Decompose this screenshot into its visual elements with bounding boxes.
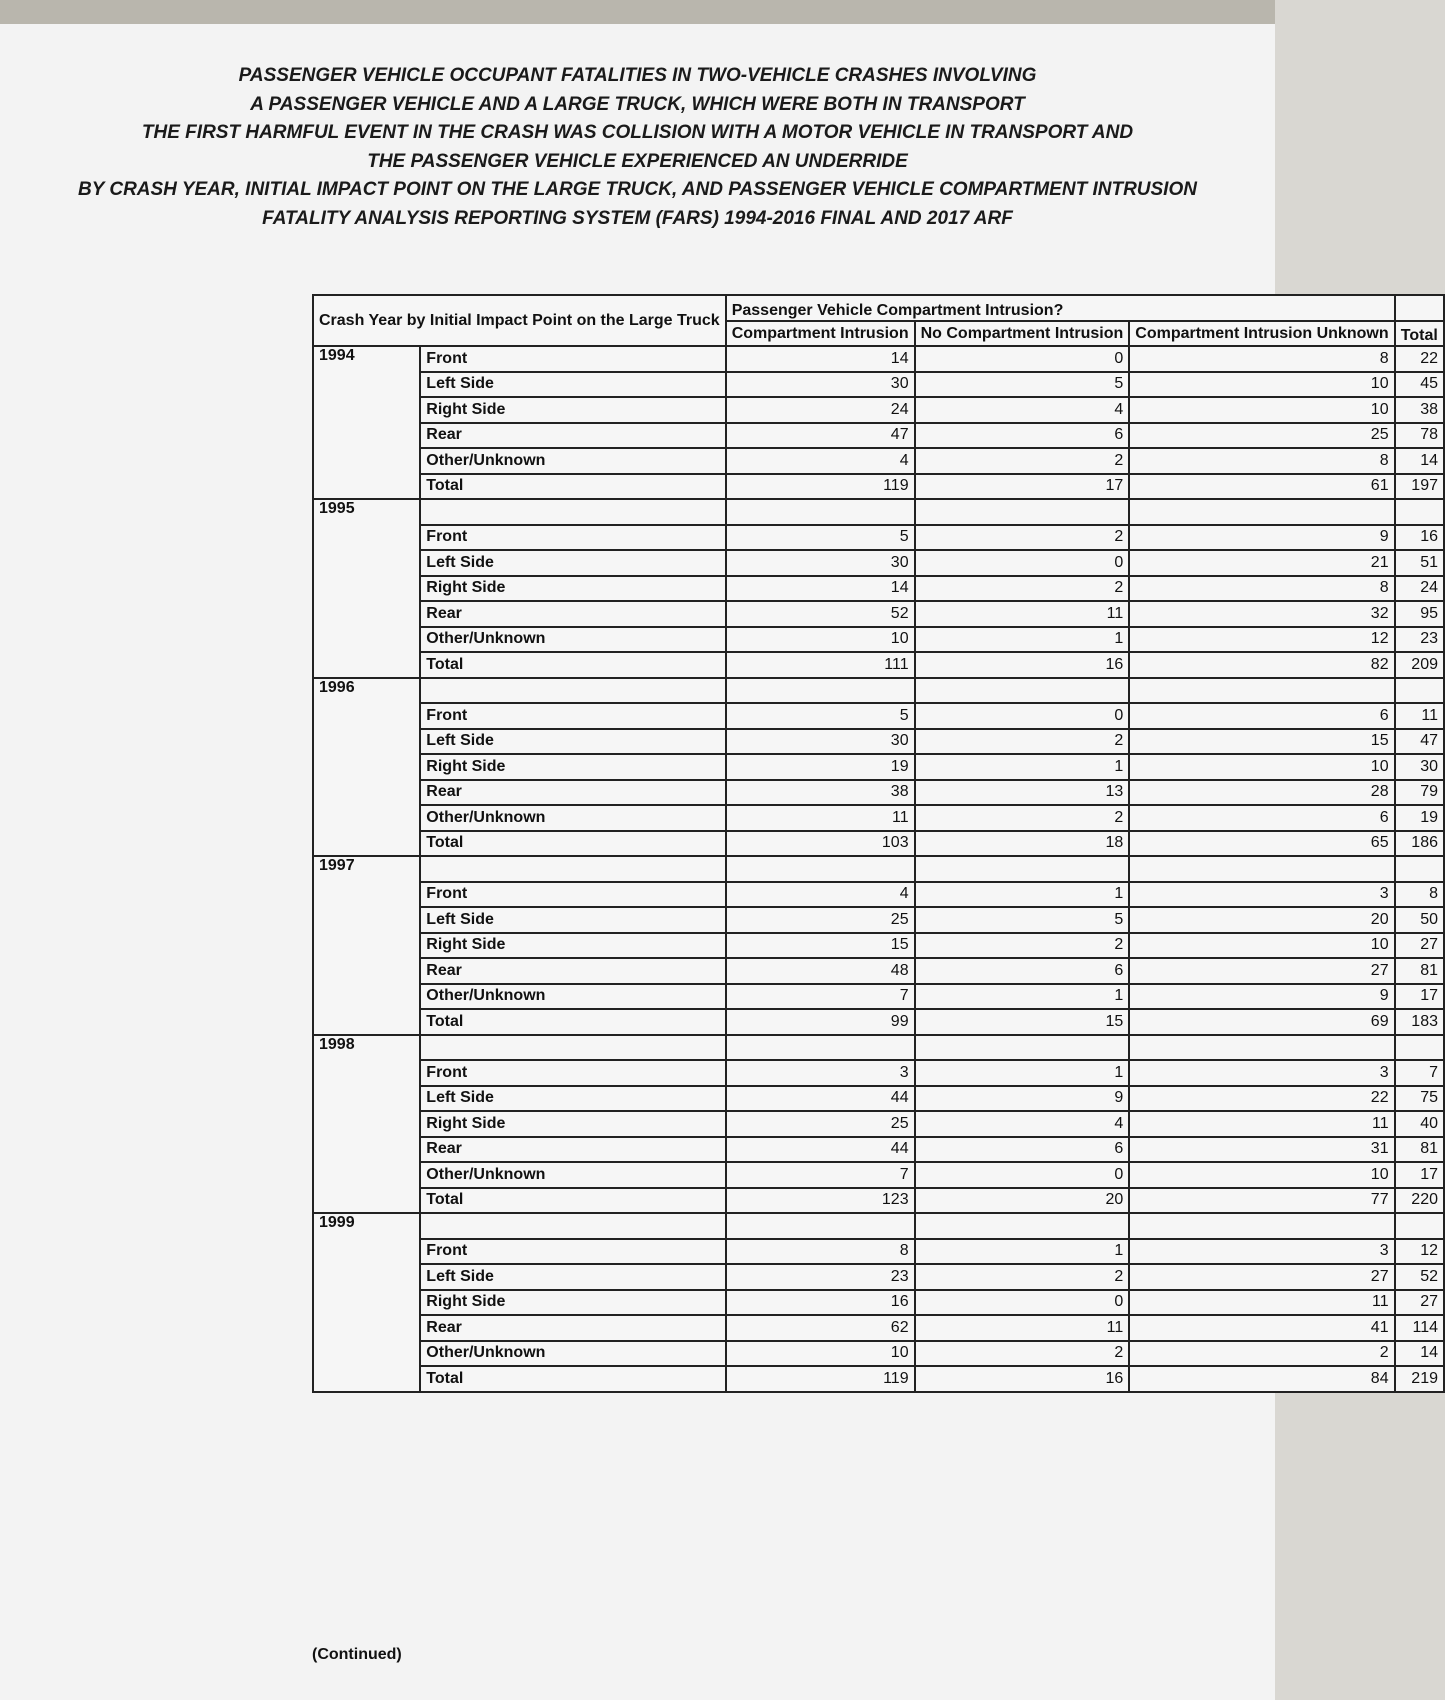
impact-point-label: Left Side: [420, 1264, 725, 1290]
blank-cell: [1395, 499, 1444, 525]
table-row: [313, 1239, 1444, 1265]
value-cell: 84: [1129, 1366, 1394, 1392]
value-cell: 25: [1129, 423, 1394, 449]
value-cell: 4: [915, 1111, 1130, 1137]
value-cell: 3: [1129, 882, 1394, 908]
value-cell: 10: [1129, 397, 1394, 423]
value-cell: 30: [726, 729, 915, 755]
total-header-spacer: [1395, 295, 1444, 321]
value-cell: 5: [915, 372, 1130, 398]
impact-point-label: Right Side: [420, 397, 725, 423]
blank-cell: [420, 678, 725, 704]
blank-cell: [420, 1035, 725, 1061]
blank-cell: [726, 1213, 915, 1239]
value-cell: 24: [726, 397, 915, 423]
table-row: [313, 1137, 1444, 1163]
table-row: [313, 1162, 1444, 1188]
impact-point-label: Other/Unknown: [420, 805, 725, 831]
crash-year: 1996: [313, 678, 420, 857]
value-cell: 6: [1129, 805, 1394, 831]
value-cell: 19: [1395, 805, 1444, 831]
value-cell: 20: [915, 1188, 1130, 1214]
table-row: [313, 423, 1444, 449]
table-row: [313, 1366, 1444, 1392]
fatalities-table-wrapper: [312, 294, 1445, 1393]
value-cell: 14: [1395, 1341, 1444, 1367]
value-cell: 25: [726, 907, 915, 933]
impact-point-label: Rear: [420, 423, 725, 449]
value-cell: 31: [1129, 1137, 1394, 1163]
table-row: [313, 346, 1444, 372]
table-row: [313, 933, 1444, 959]
blank-cell: [1129, 499, 1394, 525]
value-cell: 9: [1129, 525, 1394, 551]
value-cell: 10: [726, 627, 915, 653]
value-cell: 114: [1395, 1315, 1444, 1341]
value-cell: 14: [1395, 448, 1444, 474]
value-cell: 32: [1129, 601, 1394, 627]
title-line: THE PASSENGER VEHICLE EXPERIENCED AN UNDERRIDE: [367, 150, 908, 172]
title-line: THE FIRST HARMFUL EVENT IN THE CRASH WAS COLLISION WITH A MOTOR VEHICLE IN TRANSPORT AND: [141, 122, 1134, 143]
table-row: [313, 1290, 1444, 1316]
blank-cell: [726, 856, 915, 882]
impact-point-label: Other/Unknown: [420, 1162, 725, 1188]
impact-point-label: Rear: [420, 601, 725, 627]
value-cell: 15: [1129, 729, 1394, 755]
value-cell: 0: [915, 550, 1130, 576]
blank-cell: [1395, 1213, 1444, 1239]
blank-cell: [420, 499, 725, 525]
value-cell: 2: [915, 1341, 1130, 1367]
title-line: BY CRASH YEAR, INITIAL IMPACT POINT ON THE LARGE TRUCK, AND PASSENGER VEHICLE COMPARTMENT INTRUSION: [78, 179, 1197, 200]
impact-point-label: Other/Unknown: [420, 984, 725, 1010]
impact-point-label: Total: [420, 1366, 725, 1392]
table-row: [313, 729, 1444, 755]
value-cell: 1: [915, 882, 1130, 908]
value-cell: 16: [1395, 525, 1444, 551]
value-cell: 8: [726, 1239, 915, 1265]
blank-cell: [915, 1213, 1130, 1239]
value-cell: 8: [1395, 882, 1444, 908]
value-cell: 52: [726, 601, 915, 627]
value-cell: 5: [726, 525, 915, 551]
value-cell: 12: [1129, 627, 1394, 653]
value-cell: 4: [915, 397, 1130, 423]
table-row: [313, 627, 1444, 653]
table-row: [313, 1111, 1444, 1137]
table-row: [313, 397, 1444, 423]
value-cell: 40: [1395, 1111, 1444, 1137]
table-row: [313, 1264, 1444, 1290]
value-cell: 10: [1129, 372, 1394, 398]
value-cell: 48: [726, 958, 915, 984]
title-line: PASSENGER VEHICLE OCCUPANT FATALITIES IN TWO-VEHICLE CRASHES INVOLVING: [238, 65, 1037, 86]
value-cell: 41: [1129, 1315, 1394, 1341]
table-row: [313, 1086, 1444, 1112]
impact-point-label: Right Side: [420, 576, 725, 602]
impact-point-label: Total: [420, 831, 725, 857]
value-cell: 10: [1129, 754, 1394, 780]
value-cell: 119: [726, 474, 915, 500]
impact-point-label: Left Side: [420, 550, 725, 576]
table-row: [313, 882, 1444, 908]
value-cell: 186: [1395, 831, 1444, 857]
value-cell: 2: [915, 805, 1130, 831]
value-cell: 25: [726, 1111, 915, 1137]
column-header: Compartment Intrusion: [726, 321, 915, 347]
value-cell: 2: [915, 576, 1130, 602]
impact-point-label: Front: [420, 525, 725, 551]
value-cell: 52: [1395, 1264, 1444, 1290]
crash-year: 1999: [313, 1213, 420, 1392]
impact-point-label: Front: [420, 882, 725, 908]
continued-note: (Continued): [312, 1646, 402, 1663]
value-cell: 23: [1395, 627, 1444, 653]
value-cell: 17: [1395, 984, 1444, 1010]
value-cell: 14: [726, 346, 915, 372]
value-cell: 2: [1129, 1341, 1394, 1367]
table-row: [313, 754, 1444, 780]
value-cell: 27: [1129, 958, 1394, 984]
value-cell: 3: [726, 1060, 915, 1086]
value-cell: 0: [915, 346, 1130, 372]
table-row: [313, 576, 1444, 602]
value-cell: 44: [726, 1137, 915, 1163]
impact-point-label: Left Side: [420, 907, 725, 933]
value-cell: 183: [1395, 1009, 1444, 1035]
title-line: FATALITY ANALYSIS REPORTING SYSTEM (FARS) 1994-2016 FINAL AND 2017 ARF: [262, 207, 1013, 229]
value-cell: 103: [726, 831, 915, 857]
value-cell: 8: [1129, 576, 1394, 602]
table-row: [313, 805, 1444, 831]
blank-cell: [1129, 856, 1394, 882]
impact-point-label: Front: [420, 1239, 725, 1265]
value-cell: 0: [915, 703, 1130, 729]
fatalities-table: [312, 294, 1445, 1393]
value-cell: 38: [1395, 397, 1444, 423]
table-row: [313, 831, 1444, 857]
table-row: [313, 1188, 1444, 1214]
value-cell: 65: [1129, 831, 1394, 857]
value-cell: 23: [726, 1264, 915, 1290]
value-cell: 9: [915, 1086, 1130, 1112]
impact-point-label: Total: [420, 1188, 725, 1214]
value-cell: 15: [915, 1009, 1130, 1035]
value-cell: 220: [1395, 1188, 1444, 1214]
value-cell: 24: [1395, 576, 1444, 602]
impact-point-label: Rear: [420, 1137, 725, 1163]
value-cell: 17: [915, 474, 1130, 500]
value-cell: 209: [1395, 652, 1444, 678]
value-cell: 81: [1395, 1137, 1444, 1163]
blank-cell: [726, 678, 915, 704]
impact-point-label: Left Side: [420, 729, 725, 755]
value-cell: 7: [726, 1162, 915, 1188]
value-cell: 47: [1395, 729, 1444, 755]
value-cell: 62: [726, 1315, 915, 1341]
impact-point-label: Front: [420, 703, 725, 729]
year-header-row: [313, 678, 1444, 704]
blank-cell: [1395, 678, 1444, 704]
value-cell: 5: [915, 907, 1130, 933]
title-line: A PASSENGER VEHICLE AND A LARGE TRUCK, WHICH WERE BOTH IN TRANSPORT: [250, 93, 1025, 115]
value-cell: 30: [726, 550, 915, 576]
value-cell: 82: [1129, 652, 1394, 678]
value-cell: 95: [1395, 601, 1444, 627]
value-cell: 69: [1129, 1009, 1394, 1035]
value-cell: 61: [1129, 474, 1394, 500]
impact-point-label: Total: [420, 1009, 725, 1035]
table-row: [313, 1009, 1444, 1035]
value-cell: 8: [1129, 448, 1394, 474]
year-header-row: [313, 856, 1444, 882]
value-cell: 5: [726, 703, 915, 729]
value-cell: 17: [1395, 1162, 1444, 1188]
table-row: [313, 984, 1444, 1010]
crash-year: 1995: [313, 499, 420, 678]
value-cell: 28: [1129, 780, 1394, 806]
report-title: [20, 62, 1255, 233]
blank-cell: [726, 1035, 915, 1061]
impact-point-label: Other/Unknown: [420, 627, 725, 653]
blank-cell: [420, 856, 725, 882]
crash-year: 1997: [313, 856, 420, 1035]
impact-point-label: Other/Unknown: [420, 448, 725, 474]
value-cell: 22: [1129, 1086, 1394, 1112]
value-cell: 18: [915, 831, 1130, 857]
value-cell: 3: [1129, 1239, 1394, 1265]
impact-point-label: Rear: [420, 958, 725, 984]
table-row: [313, 958, 1444, 984]
table-row: [313, 907, 1444, 933]
value-cell: 11: [915, 1315, 1130, 1341]
value-cell: 1: [915, 627, 1130, 653]
value-cell: 2: [915, 1264, 1130, 1290]
value-cell: 78: [1395, 423, 1444, 449]
table-row: [313, 1341, 1444, 1367]
impact-point-label: Other/Unknown: [420, 1341, 725, 1367]
table-row: [313, 448, 1444, 474]
value-cell: 9: [1129, 984, 1394, 1010]
value-cell: 21: [1129, 550, 1394, 576]
table-row: [313, 652, 1444, 678]
column-header: Total: [1395, 321, 1444, 347]
value-cell: 0: [915, 1290, 1130, 1316]
blank-cell: [1395, 856, 1444, 882]
column-header: No Compartment Intrusion: [915, 321, 1130, 347]
value-cell: 50: [1395, 907, 1444, 933]
value-cell: 6: [1129, 703, 1394, 729]
value-cell: 45: [1395, 372, 1444, 398]
table-row: [313, 1315, 1444, 1341]
crash-year: 1998: [313, 1035, 420, 1214]
value-cell: 11: [726, 805, 915, 831]
value-cell: 75: [1395, 1086, 1444, 1112]
value-cell: 197: [1395, 474, 1444, 500]
value-cell: 44: [726, 1086, 915, 1112]
table-row: [313, 780, 1444, 806]
group-header: Passenger Vehicle Compartment Intrusion?: [726, 295, 1395, 321]
table-row: [313, 550, 1444, 576]
value-cell: 38: [726, 780, 915, 806]
value-cell: 2: [915, 933, 1130, 959]
value-cell: 4: [726, 882, 915, 908]
column-header: Compartment Intrusion Unknown: [1129, 321, 1394, 347]
impact-point-label: Right Side: [420, 1111, 725, 1137]
value-cell: 10: [726, 1341, 915, 1367]
value-cell: 13: [915, 780, 1130, 806]
year-header-row: [313, 1035, 1444, 1061]
value-cell: 81: [1395, 958, 1444, 984]
blank-cell: [915, 678, 1130, 704]
value-cell: 30: [726, 372, 915, 398]
value-cell: 6: [915, 958, 1130, 984]
value-cell: 11: [1129, 1290, 1394, 1316]
table-row: [313, 474, 1444, 500]
value-cell: 8: [1129, 346, 1394, 372]
value-cell: 6: [915, 1137, 1130, 1163]
value-cell: 11: [915, 601, 1130, 627]
value-cell: 27: [1129, 1264, 1394, 1290]
value-cell: 20: [1129, 907, 1394, 933]
value-cell: 11: [1129, 1111, 1394, 1137]
impact-point-label: Front: [420, 346, 725, 372]
value-cell: 77: [1129, 1188, 1394, 1214]
value-cell: 123: [726, 1188, 915, 1214]
blank-cell: [726, 499, 915, 525]
blank-cell: [915, 499, 1130, 525]
impact-point-label: Right Side: [420, 933, 725, 959]
value-cell: 2: [915, 525, 1130, 551]
value-cell: 51: [1395, 550, 1444, 576]
value-cell: 111: [726, 652, 915, 678]
value-cell: 10: [1129, 933, 1394, 959]
value-cell: 4: [726, 448, 915, 474]
value-cell: 2: [915, 729, 1130, 755]
value-cell: 27: [1395, 1290, 1444, 1316]
impact-point-label: Left Side: [420, 1086, 725, 1112]
table-row: [313, 372, 1444, 398]
impact-point-label: Right Side: [420, 1290, 725, 1316]
blank-cell: [420, 1213, 725, 1239]
year-header-row: [313, 499, 1444, 525]
table-row: [313, 703, 1444, 729]
value-cell: 16: [915, 1366, 1130, 1392]
value-cell: 6: [915, 423, 1130, 449]
value-cell: 47: [726, 423, 915, 449]
table-row: [313, 1060, 1444, 1086]
value-cell: 16: [915, 652, 1130, 678]
table-row: [313, 525, 1444, 551]
impact-point-label: Right Side: [420, 754, 725, 780]
value-cell: 79: [1395, 780, 1444, 806]
value-cell: 1: [915, 754, 1130, 780]
value-cell: 1: [915, 1239, 1130, 1265]
blank-cell: [1395, 1035, 1444, 1061]
value-cell: 3: [1129, 1060, 1394, 1086]
value-cell: 19: [726, 754, 915, 780]
value-cell: 16: [726, 1290, 915, 1316]
impact-point-label: Total: [420, 652, 725, 678]
blank-cell: [915, 856, 1130, 882]
value-cell: 10: [1129, 1162, 1394, 1188]
value-cell: 22: [1395, 346, 1444, 372]
value-cell: 7: [726, 984, 915, 1010]
value-cell: 2: [915, 448, 1130, 474]
value-cell: 1: [915, 1060, 1130, 1086]
impact-point-label: Left Side: [420, 372, 725, 398]
year-header-row: [313, 1213, 1444, 1239]
value-cell: 15: [726, 933, 915, 959]
impact-point-label: Total: [420, 474, 725, 500]
blank-cell: [1129, 1213, 1394, 1239]
table-row: [313, 601, 1444, 627]
crash-year: 1994: [313, 346, 420, 499]
value-cell: 119: [726, 1366, 915, 1392]
value-cell: 219: [1395, 1366, 1444, 1392]
value-cell: 7: [1395, 1060, 1444, 1086]
blank-cell: [915, 1035, 1130, 1061]
value-cell: 30: [1395, 754, 1444, 780]
blank-cell: [1129, 678, 1394, 704]
impact-point-label: Rear: [420, 1315, 725, 1341]
value-cell: 99: [726, 1009, 915, 1035]
value-cell: 1: [915, 984, 1130, 1010]
value-cell: 27: [1395, 933, 1444, 959]
corner-header: Crash Year by Initial Impact Point on the Large Truck: [313, 295, 726, 346]
blank-cell: [1129, 1035, 1394, 1061]
value-cell: 0: [915, 1162, 1130, 1188]
value-cell: 12: [1395, 1239, 1444, 1265]
impact-point-label: Rear: [420, 780, 725, 806]
table-body: [313, 346, 1444, 1392]
impact-point-label: Front: [420, 1060, 725, 1086]
value-cell: 14: [726, 576, 915, 602]
value-cell: 11: [1395, 703, 1444, 729]
